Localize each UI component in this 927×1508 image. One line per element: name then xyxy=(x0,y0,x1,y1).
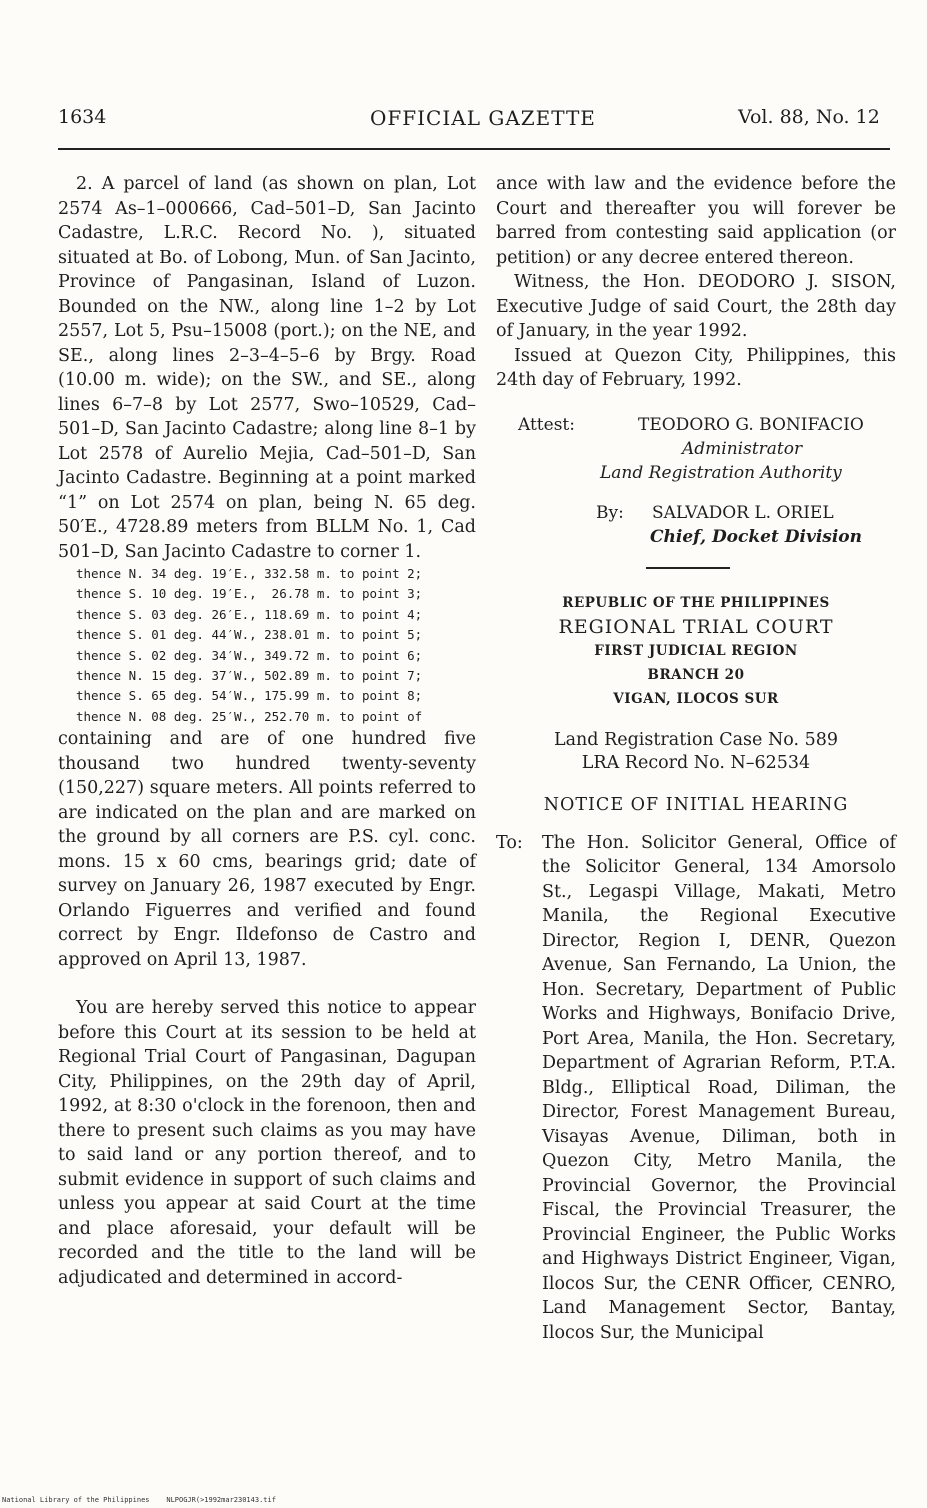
witness-paragraph: Witness, the Hon. DEODORO J. SISON, Executive Judge of said Court, the 28th day of January, in the year 1992. xyxy=(496,272,896,341)
lra-record-number: LRA Record No. N–62534 xyxy=(581,752,811,773)
right-column xyxy=(496,172,896,1345)
by-title: Chief, Docket Division xyxy=(650,526,863,547)
volume-number: Vol. 88, No. 12 xyxy=(738,106,880,128)
region-heading: FIRST JUDICIAL REGION xyxy=(594,642,798,659)
bearing-line: thence N. 15 deg. 37′W., 502.89 m. to point 7; xyxy=(76,668,423,684)
land-description: 2. A parcel of land (as shown on plan, Lot 2574 As–1–000666, Cad–501–D, San Jacinto Cadastre, L.R.C. Record No. ), situated situated at Bo. of Lobong, Mun. of San Jacinto, Province of Pangasinan, Island of Luzon. Bounded on the NW., along line 1–2 by Lot 2557, Lot 5, Psu–15008 (port.); on the NE, and SE., along lines 2–3–4–5–6 by Brgy. Road (10.00 m. wide); on the SW., and SE., along lines 6–7–8 by Lot 2577, Swo–10529, Cad–501–D, San Jacinto Cadastre; along line 8–1 by Lot 2578 of Aurelio Mejia, Cad–501–D, San Jacinto Cadastre. Beginning at a point marked “1” on Lot 2574 on plan, being N. 65 deg. 50′E., 4728.89 meters from BLLM No. 1, Cad 501–D, San Jacinto Cadastre to corner 1. xyxy=(58,174,476,562)
land-description-continued: containing and are of one hundred five thousand two hundred twenty-seventy (150,227) square meters. All points referred to are indicated on the plan and are marked on the ground by all corners are P.S. cyl. conc. mons. 15 x 60 cms, bearings grid; date of survey on January 26, 1987 executed by Engr. Orlando Figuerres and verified and found correct by Engr. Ildefonso de Castro and approved on April 13, 1987. xyxy=(58,729,476,970)
branch-heading: BRANCH 20 xyxy=(647,666,745,683)
case-number-block xyxy=(496,729,896,775)
publication-title: OFFICIAL GAZETTE xyxy=(370,106,596,130)
court-heading: REGIONAL TRIAL COURT xyxy=(558,615,834,638)
place-heading: VIGAN, ILOCOS SUR xyxy=(613,690,779,707)
left-column xyxy=(58,172,476,1290)
bearings-list xyxy=(58,564,476,727)
issued-paragraph: Issued at Quezon City, Philippines, this 24th day of February, 1992. xyxy=(496,345,896,390)
bearing-line: thence S. 01 deg. 44′W., 238.01 m. to point 5; xyxy=(76,627,423,643)
addressees-text: The Hon. Solicitor General, Office of the Solicitor General, 134 Amorsolo St., Legaspi Village, Makati, Metro Manila, the Regional Executive Director, Region I, DENR, Quezon Avenue, San Fernando, La Union, the Hon. Secretary, Department of Public Works and Highways, Bonifacio Drive, Port Area, Manila, the Hon. Secretary, Department of Agrarian Reform, P.T.A. Bldg., Elliptical Road, Diliman, the Director, Forest Management Bureau, Visayas Avenue, Diliman, both in Quezon City, Metro Manila, the Provincial Governor, the Provincial Fiscal, the Provincial Treasurer, the Provincial Engineer, the Public Works and Highways District Engineer, Vigan, Ilocos Sur, the CENR Officer, CENRO, Land Management Sector, Bantay, Ilocos Sur, the Municipal xyxy=(542,832,896,1343)
attest-title: Administrator xyxy=(682,438,803,459)
addressees-block xyxy=(496,831,896,1346)
bearing-line: thence S. 03 deg. 26′E., 118.69 m. to point 4; xyxy=(76,606,423,622)
by-label: By: xyxy=(596,502,624,523)
attestation-block xyxy=(496,413,896,549)
attest-label: Attest: xyxy=(518,414,575,435)
bearing-line: thence S. 10 deg. 19′E., 26.78 m. to point 3; xyxy=(76,586,423,602)
bearing-line: thence S. 02 deg. 34′W., 349.72 m. to point 6; xyxy=(76,647,423,663)
bearing-line: thence S. 65 deg. 54′W., 175.99 m. to point 8; xyxy=(76,688,423,704)
notice-title: NOTICE OF INITIAL HEARING xyxy=(543,794,849,815)
case-number: Land Registration Case No. 589 xyxy=(553,729,839,750)
page-number: 1634 xyxy=(58,106,107,128)
republic-heading: REPUBLIC OF THE PHILIPPINES xyxy=(562,594,830,611)
bearing-line: thence N. 34 deg. 19′E., 332.58 m. to point 2; xyxy=(76,566,423,581)
bearing-line: thence N. 08 deg. 25′W., 252.70 m. to point of xyxy=(76,708,423,724)
by-name: SALVADOR L. ORIEL xyxy=(652,502,834,523)
attest-name: TEODORO G. BONIFACIO xyxy=(638,414,864,435)
archive-footer: National Library of the Philippines NLPOGJR(>1992mar230143.tif xyxy=(2,1496,276,1504)
notice-continued: ance with law and the evidence before the Court and thereafter you will forever be barred from contesting said application (or petition) or any decree entered thereon. xyxy=(496,174,896,268)
attest-authority: Land Registration Authority xyxy=(600,462,842,483)
header-rule xyxy=(58,148,890,150)
notice-paragraph: You are hereby served this notice to appear before this Court at its session to be held at Regional Trial Court of Pangasinan, Dagupan City, Philippines, on the 29th day of April, 1992, at 8:30 o'clock in the forenoon, then and there to present such claims as you may have to said land or any portion thereof, and to submit evidence in support of such claims and unless you appear at said Court at the time and place aforesaid, your default will be recorded and the title to the land will be adjudicated and determined in accord- xyxy=(58,998,476,1288)
section-divider xyxy=(646,567,730,569)
to-label: To: xyxy=(496,832,523,853)
